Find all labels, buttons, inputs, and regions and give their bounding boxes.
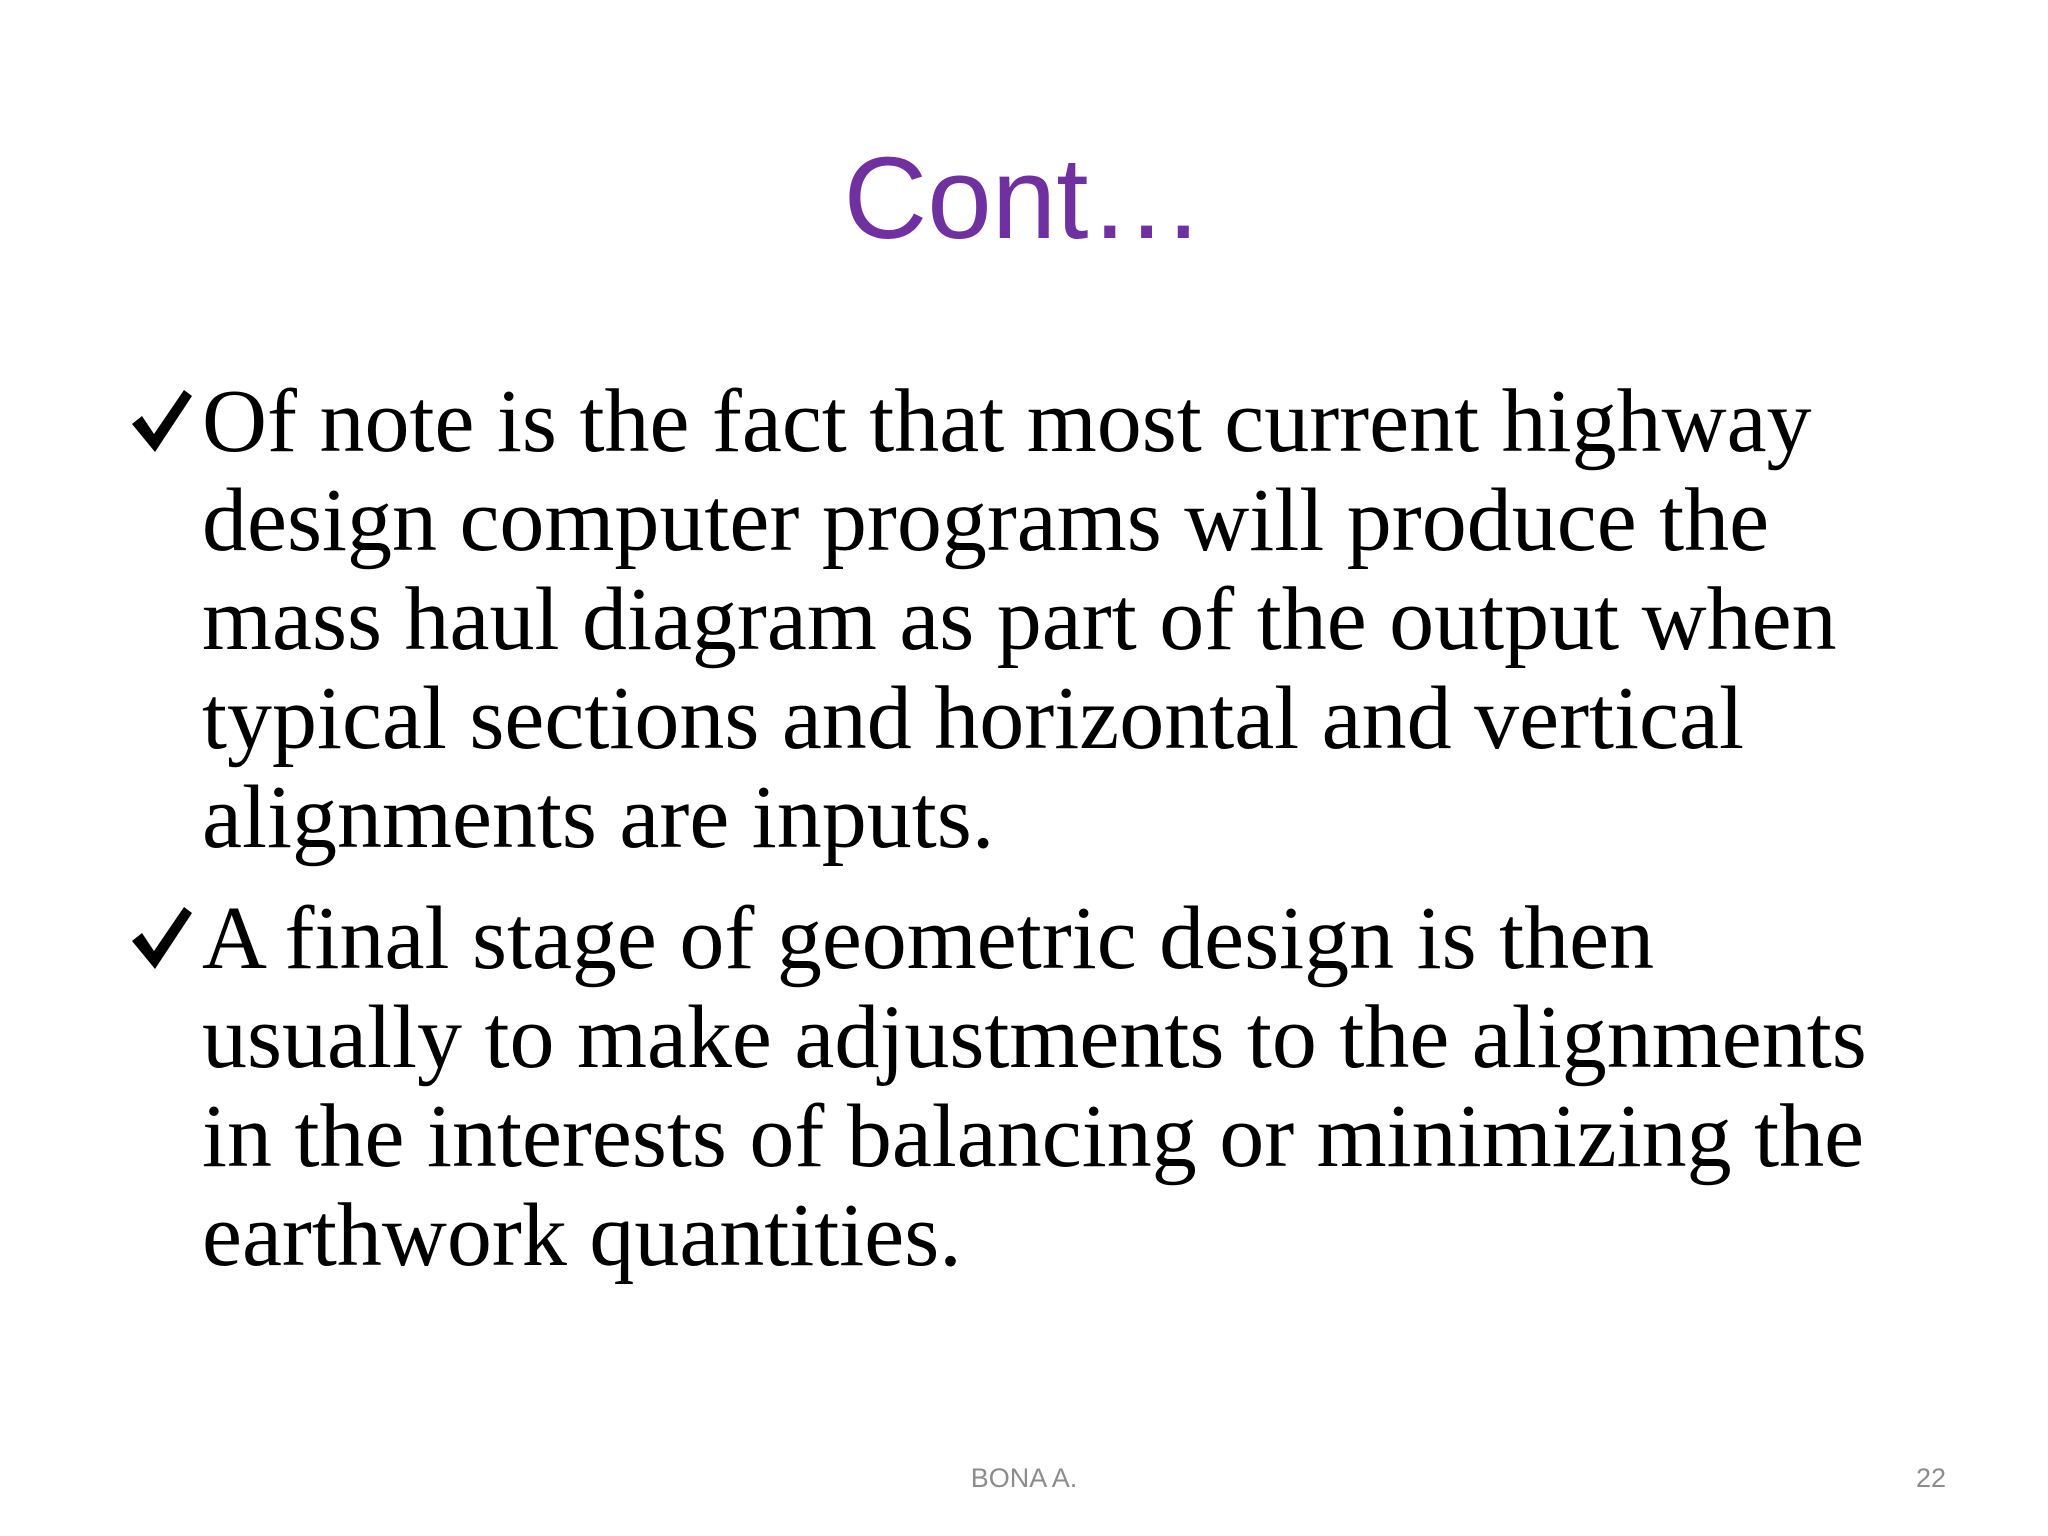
- page-number: 22: [1915, 1463, 1946, 1493]
- bullet-item: [126, 889, 1926, 1285]
- checkmark-icon: [126, 372, 196, 471]
- slide-title: Cont…: [843, 133, 1205, 263]
- bullet-text: A final stage of geometric design is then usually to make adjustments to the alignments in the interests of balancing or minimizing the earthwork quantities.: [202, 889, 1867, 1285]
- bullet-text: Of note is the fact that most current highway design computer programs will produce the mass haul diagram as part of the output when typical sections and horizontal and vertical alignments are inputs.: [202, 372, 1837, 867]
- bullet-list: [126, 372, 1926, 1307]
- checkmark-icon: [126, 889, 196, 988]
- bullet-item: [126, 372, 1926, 867]
- footer-author: BONA A.: [970, 1463, 1078, 1493]
